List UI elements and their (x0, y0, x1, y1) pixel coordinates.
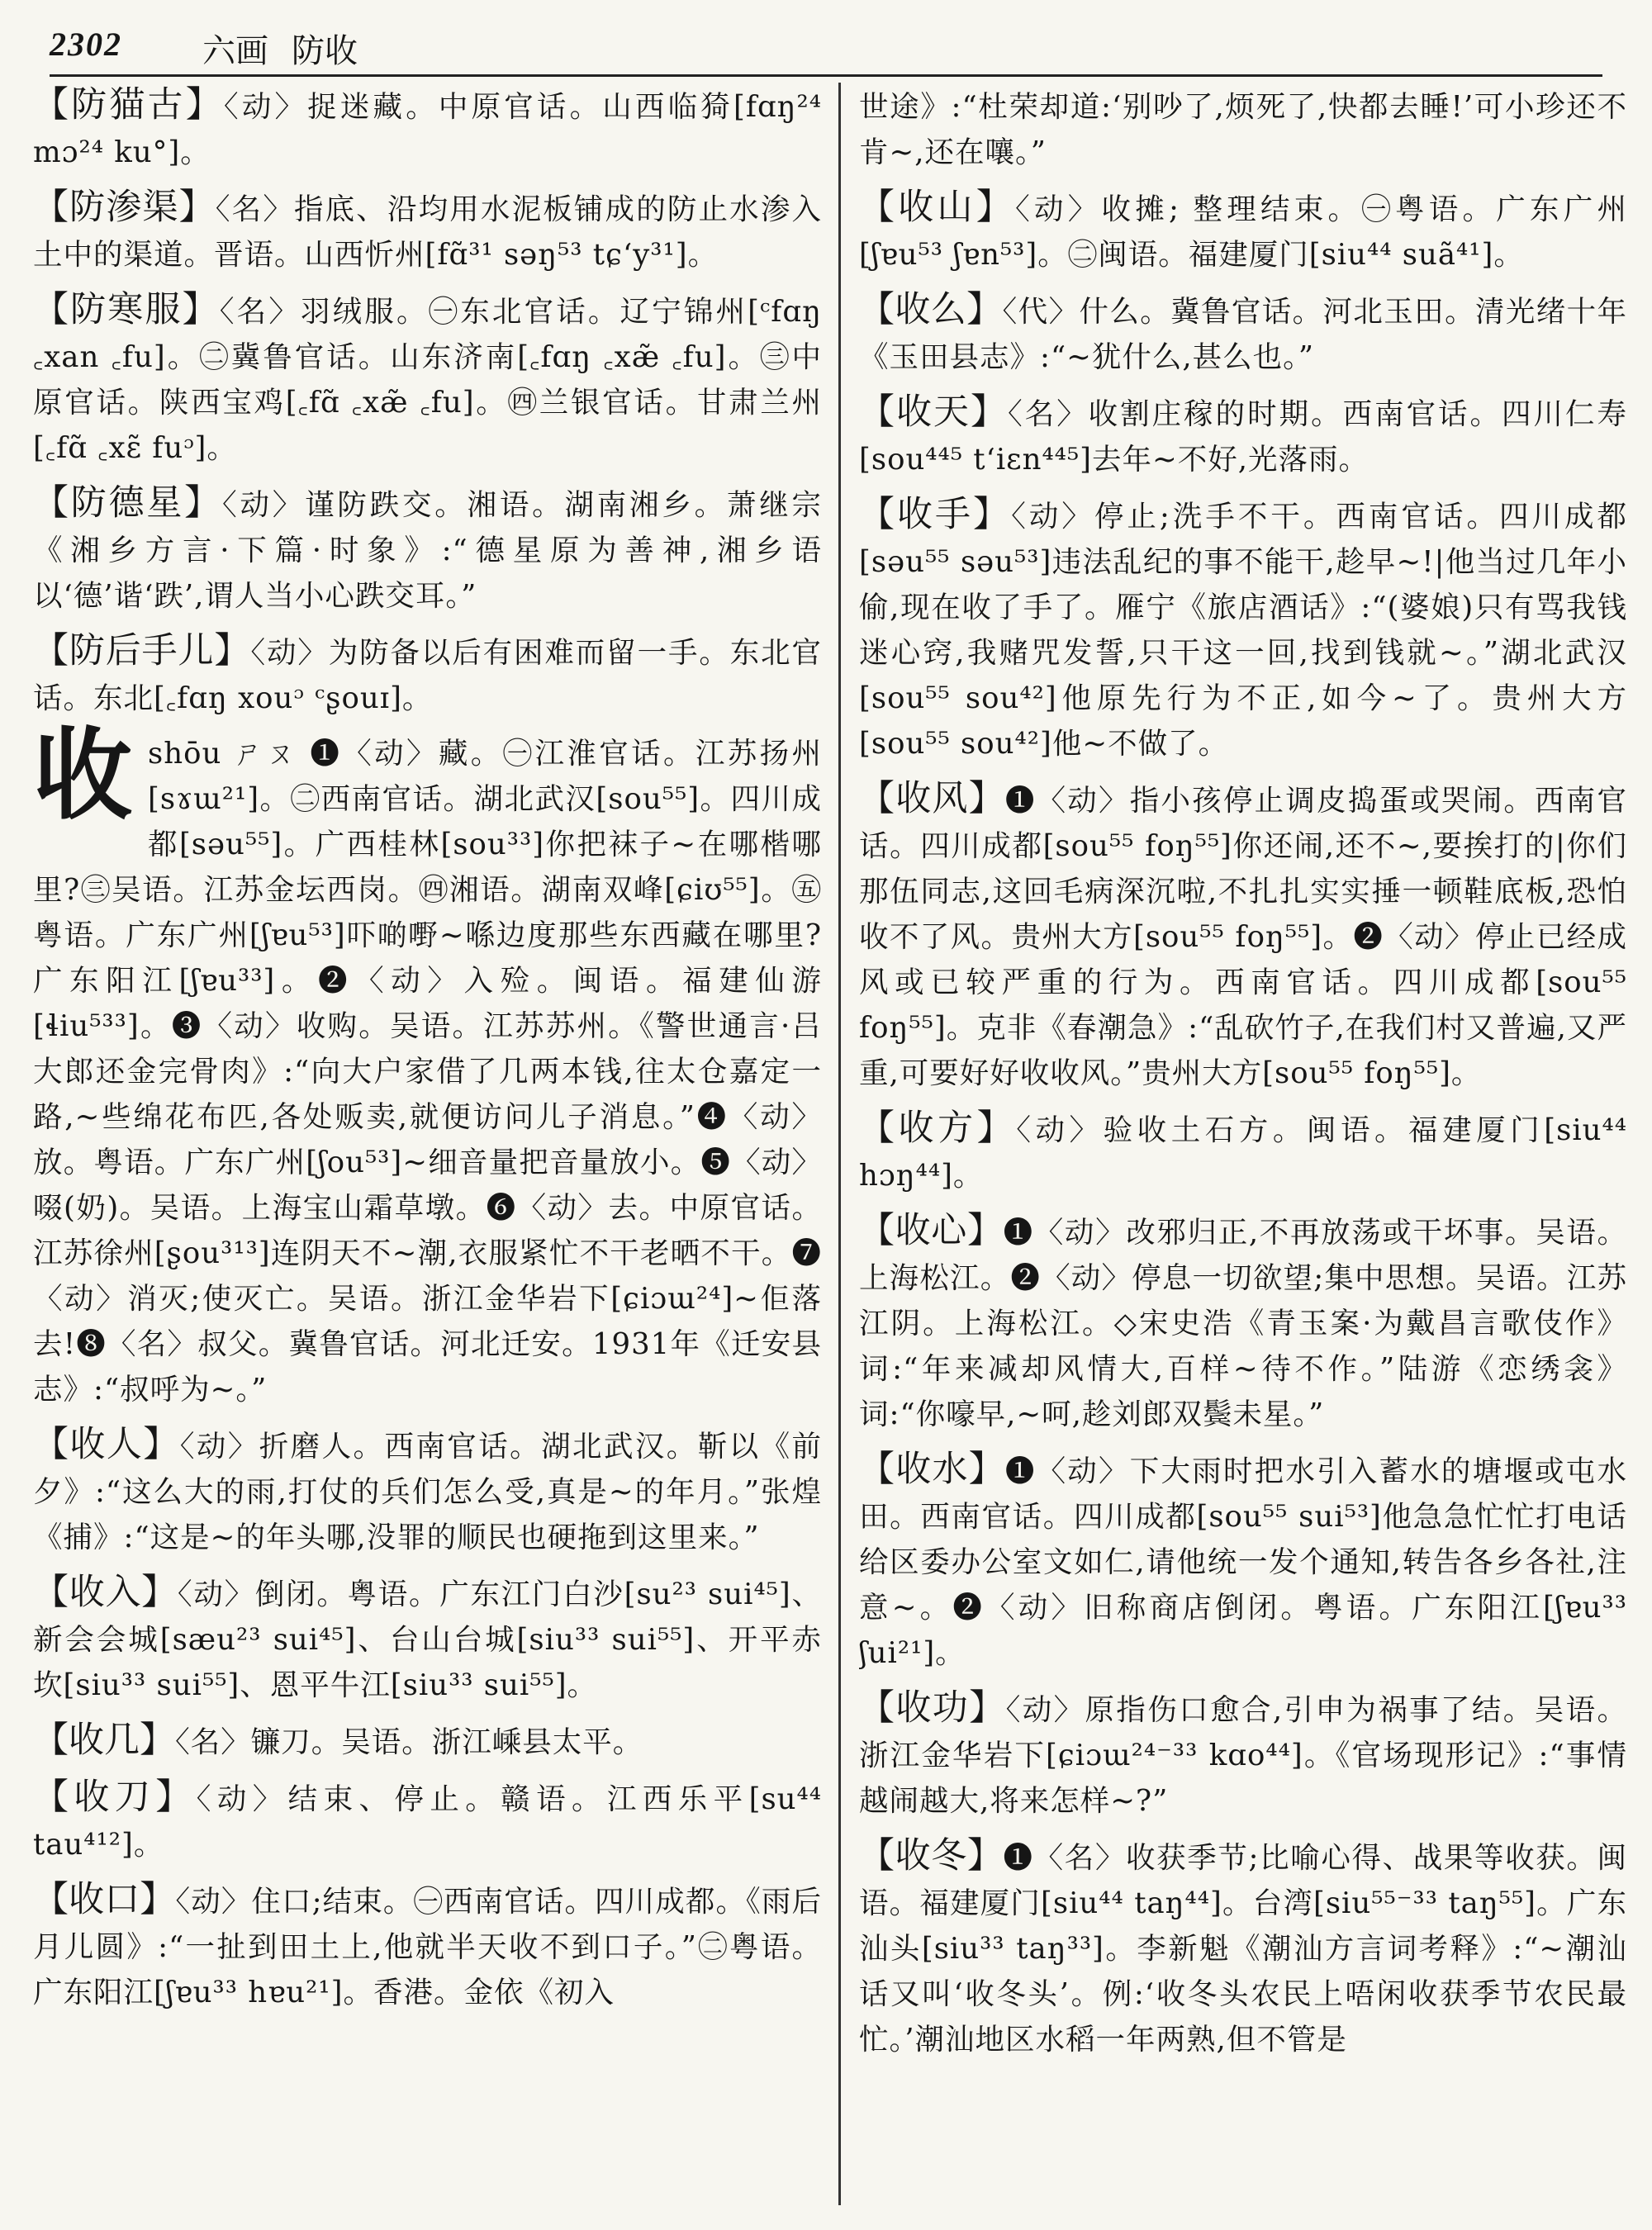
dictionary-entry (859, 1208, 1627, 1437)
entry-body: 〈动〉住口;结束。㊀西南官话。四川成都。《雨后月儿圆》:“一扯到田土上,他就半天收不到口子。”㊁粤语。广东阳江[ʃɐu³³ hɐu²¹]。香港。金依《初入 (33, 1885, 822, 2009)
dictionary-entry (33, 83, 822, 175)
entry-body: 〈代〉什么。冀鲁官话。河北玉田。清光绪十年《玉田县志》:“~犹什么,甚么也。” (859, 295, 1627, 374)
entry-body: 〈动〉捉迷藏。中原官话。山西临猗[fɑŋ²⁴ mɔ²⁴ ku°]。 (33, 90, 822, 169)
entry-body: ❶〈名〉收获季节;比喻心得、战果等收获。闽语。福建厦门[siu⁴⁴ taŋ⁴⁴]。台湾[siu⁵⁵⁻³³ taŋ⁵⁵]。广东汕头[siu³³ taŋ³³]。李新魁《潮汕方言词考释》:“~潮汕话又叫‘收冬头’。例:‘收冬头农民上唔闲收获季节农民最忙。’潮汕地区水稻一年两熟,但不管是 (859, 1841, 1627, 2057)
entry-body: ❶〈动〉改邪归正,不再放荡或干坏事。吴语。上海松江。❷〈动〉停息一切欲望;集中思想。吴语。江苏江阴。上海松江。◇宋史浩《青玉案·为戴昌言歌伎作》词:“年来减却风情大,百样~待不作。”陆游《恋绣衾》词:“你嚎早,~呵,趁刘郎双鬓未星。” (859, 1216, 1627, 1431)
entry-body: 世途》:“杜荣却道:‘别吵了,烦死了,快都去睡!’可小珍还不肯~,还在嚷。” (859, 90, 1627, 169)
main-character-body: ❶〈动〉藏。㊀江淮官话。江苏扬州[sɤɯ²¹]。㊁西南官话。湖北武汉[sou⁵⁵]。四川成都[səu⁵⁵]。广西桂林[sou³³]你把袜子~在哪楷哪里?㊂吴语。江苏金坛西岗。㊃湘语。湖南双峰[ɕiʊ⁵⁵]。㊄粤语。广东广州[ʃɐu⁵³]吓啲嘢~喺边度那些东西藏在哪里?广东阳江[ʃɐu³³]。❷〈动〉入殓。闽语。福建仙游[ɬiu⁵³³]。❸〈动〉收购。吴语。江苏苏州。《警世通言·吕大郎还金完骨肉》:“向大户家借了几两本钱,往太仓嘉定一路,~些绵花布匹,各处贩卖,就便访问儿子消息。”❹〈动〉放。粤语。广东广州[ʃou⁵³]~细音量把音量放小。❺〈动〉啜(奶)。吴语。上海宝山霜草墩。❻〈动〉去。中原官话。江苏徐州[ʂou³¹³]连阴天不~潮,衣服紧忙不干老晒不干。❼〈动〉消灭;使灭亡。吴语。浙江金华岩下[ɕiɔɯ²⁴]~佢落去!❽〈名〉叔父。冀鲁官话。河北迁安。1931年《迁安县志》:“叔呼为~。” (33, 737, 822, 1407)
entry-headword: 【收口】 (33, 1879, 176, 1920)
section-label (202, 25, 381, 72)
dictionary-entry (33, 287, 822, 471)
dictionary-entry (859, 1834, 1627, 2062)
entry-headword: 【防渗渠】 (33, 187, 216, 228)
dictionary-entry (33, 1422, 822, 1560)
entry-body: 〈动〉折磨人。西南官话。湖北武汉。靳以《前夕》:“这么大的雨,打仗的兵们怎么受,真是~的年月。”张煌《捕》:“这是~的年头哪,没罪的顺民也硬拖到这里来。” (33, 1430, 822, 1554)
entry-body: 〈名〉收割庄稼的时期。西南官话。四川仁寿[sou⁴⁴⁵ tʻiɛn⁴⁴⁵]去年~不好,光落雨。 (859, 397, 1627, 477)
entry-headword: 【防德星】 (33, 482, 222, 524)
entry-body: 〈动〉验收土石方。闽语。福建厦门[siu⁴⁴ hɔŋ⁴⁴]。 (859, 1113, 1627, 1193)
entry-body: 〈动〉收摊; 整理结束。㊀粤语。广东广州[ʃɐu⁵³ ʃɐn⁵³]。㊁闽语。福建厦门[siu⁴⁴ suã⁴¹]。 (859, 192, 1627, 272)
entry-body: 〈名〉指底、沿均用水泥板铺成的防止水渗入土中的渠道。晋语。山西忻州[fɑ̃³¹ səŋ⁵³ tɕʻy³¹]。 (33, 192, 822, 272)
pinyin: shōu ㄕㄡ (148, 737, 298, 771)
dictionary-entry (859, 492, 1627, 766)
entry-body: 〈动〉为防备以后有困难而留一手。东北官话。东北[꜀fɑŋ xouᵓ ᶜʂouɪ]。 (33, 636, 822, 715)
entry-body: ❶〈动〉下大雨时把水引入蓄水的塘堰或屯水田。西南官话。四川成都[sou⁵⁵ sui⁵³]他急急忙忙打电话给区委办公室文如仁,请他统一发个通知,转告各乡各社,注意~。❷〈动〉旧称商店倒闭。粤语。广东阳江[ʃɐu³³ ʃui²¹]。 (859, 1454, 1627, 1670)
entry-headword: 【防后手儿】 (33, 630, 251, 671)
entry-headword: 【收心】 (859, 1210, 1004, 1251)
dictionary-entry (33, 1570, 822, 1708)
dictionary-entry (859, 287, 1627, 380)
dictionary-entry (33, 1877, 822, 2015)
entry-headword: 【收手】 (859, 494, 1012, 535)
entry-headword: 【收人】 (33, 1424, 180, 1465)
entry-body: 〈名〉羽绒服。㊀东北官话。辽宁锦州[ᶜfɑŋ ꜀xan ꜀fu]。㊁冀鲁官话。山东济南[꜀fɑŋ ꜀xæ̃ ꜀fu]。㊂中原官话。陕西宝鸡[꜀fɑ̃ ꜀xæ̃ ꜀fu]。㊃兰银官话。甘肃兰州[꜀fɑ̃ ꜀xɛ̃ fuᵓ]。 (33, 295, 822, 465)
entry-headword: 【收刀】 (33, 1777, 197, 1818)
dictionary-entry (859, 185, 1627, 278)
entry-headword: 【收冬】 (859, 1835, 1004, 1877)
dictionary-entry (33, 185, 822, 278)
dictionary-entry (859, 1447, 1627, 1676)
left-column (33, 83, 822, 2213)
column-divider (838, 83, 841, 2205)
dictionary-entry (859, 83, 1627, 175)
main-character-entry (33, 717, 822, 1412)
entry-body: 〈动〉谨防跌交。湘语。湖南湘乡。萧继宗《湘乡方言·下篇·时象》:“德星原为善神,湘乡语以‘德’谐‘跌’,谓人当小心跌交耳。” (33, 488, 822, 613)
entry-body: 〈动〉倒闭。粤语。广东江门白沙[su²³ sui⁴⁵]、新会会城[sæu²³ sui⁴⁵]、台山台城[siu³³ sui⁵⁵]、开平赤坎[siu³³ sui⁵⁵]、恩平牛江[siu³³ sui⁵⁵]。 (33, 1578, 822, 1702)
entry-body: 〈动〉停止;洗手不干。西南官话。四川成都[səu⁵⁵ səu⁵³]违法乱纪的事不能干,趁早~!|他当过几年小偷,现在收了手了。雁宁《旅店酒话》:“(婆娘)只有骂我钱迷心窍,我赌咒发誓,只干这一回,找到钱就~。”湖北武汉[sou⁵⁵ sou⁴²]他原先行为不正,如今~了。贵州大方[sou⁵⁵ sou⁴²]他~不做了。 (859, 500, 1627, 761)
entry-headword: 【收功】 (859, 1687, 1006, 1729)
entry-body: 〈动〉原指伤口愈合,引申为祸事了结。吴语。浙江金华岩下[ɕiɔɯ²⁴⁻³³ kɑo⁴⁴]。《官场现形记》:“事情越闹越大,将来怎样~?” (859, 1693, 1627, 1818)
dictionary-entry (33, 1718, 822, 1765)
entry-body: 〈动〉结束、停止。赣语。江西乐平[su⁴⁴ tau⁴¹²]。 (33, 1782, 822, 1862)
dictionary-entry (859, 776, 1627, 1096)
dictionary-entry (859, 1106, 1627, 1198)
section-chars: 防收 (292, 32, 358, 70)
entry-headword: 【收入】 (33, 1572, 178, 1613)
dictionary-entry (33, 1775, 822, 1867)
entry-headword: 【收山】 (859, 187, 1015, 228)
entry-headword: 【收么】 (859, 289, 1003, 330)
page-header (50, 18, 1602, 77)
entry-headword: 【收水】 (859, 1449, 1005, 1490)
entry-headword: 【防寒服】 (33, 289, 220, 330)
main-character: 收 (33, 717, 133, 833)
right-column (859, 83, 1627, 2213)
entry-headword: 【收风】 (859, 778, 1005, 819)
dictionary-entry (33, 481, 822, 619)
dictionary-entry (859, 390, 1627, 482)
dictionary-entry (33, 629, 822, 721)
entry-headword: 【收方】 (859, 1108, 1017, 1149)
entry-headword: 【收天】 (859, 391, 1008, 433)
entry-body: 〈名〉镰刀。吴语。浙江嵊县太平。 (175, 1725, 643, 1759)
entry-headword: 【收几】 (33, 1720, 175, 1761)
entry-body: ❶〈动〉指小孩停止调皮捣蛋或哭闹。西南官话。四川成都[sou⁵⁵ foŋ⁵⁵]你还闹,还不~,要挨打的|你们那伍同志,这回毛病深沉啦,不扎扎实实捶一顿鞋底板,恐怕收不了风。贵州大方[sou⁵⁵ foŋ⁵⁵]。❷〈动〉停止已经成风或已较严重的行为。西南官话。四川成都[sou⁵⁵ foŋ⁵⁵]。克非《春潮急》:“乱砍竹子,在我们村又普遍,又严重,可要好好收收风。”贵州大方[sou⁵⁵ foŋ⁵⁵]。 (859, 784, 1627, 1090)
strokes-label: 六画 (202, 32, 268, 70)
entry-headword: 【防猫古】 (33, 84, 224, 126)
page-number: 2302 (50, 26, 122, 63)
dictionary-entry (859, 1686, 1627, 1824)
